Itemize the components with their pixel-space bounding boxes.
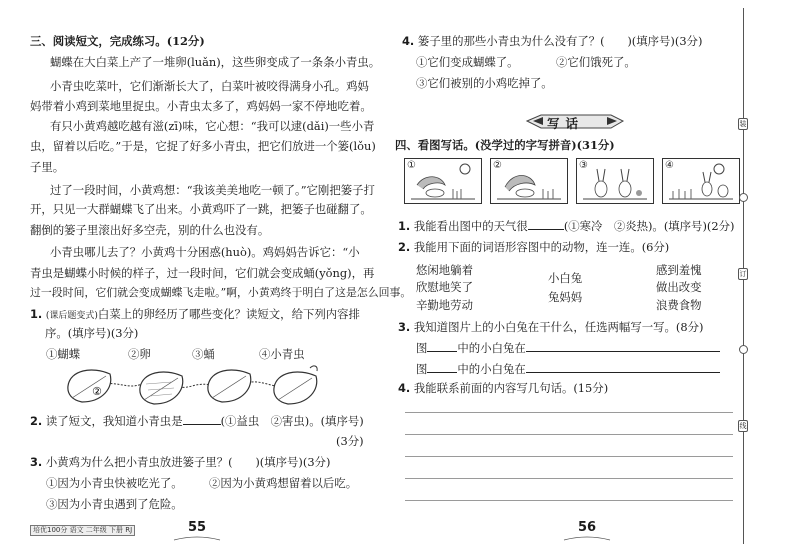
paragraph-line: 虫，留着以后吃。”于是，它捉了好多小青虫，把它们放进一个篓(lǒu) bbox=[30, 139, 376, 153]
binding-tab: 装 bbox=[739, 120, 747, 128]
q4-option-2: ②它们饿死了。 bbox=[556, 55, 636, 69]
book-badge: 培优100分 语文 二年级 下册 RJ bbox=[30, 525, 135, 536]
question-2-score: (3分) bbox=[336, 434, 364, 448]
write-question-4: 4. 我能联系前面的内容写几句话。(15分) bbox=[398, 381, 609, 395]
question-4-text: 篓子里的那些小青虫为什么没有了？( )(填序号)(3分) bbox=[417, 34, 703, 48]
question-2: 2. 读了短文，我知道小青虫是 (①益虫 ②害虫)。(填序号) bbox=[30, 414, 364, 428]
picture-number-blank[interactable] bbox=[427, 341, 457, 352]
picture-panel-4 bbox=[662, 158, 740, 204]
q3-option-2: ②因为小黄鸡想留着以后吃。 bbox=[209, 476, 358, 490]
writing-line[interactable] bbox=[405, 478, 733, 479]
picture-number: ① bbox=[407, 160, 416, 171]
question-1-tag: (课后题变式) bbox=[45, 311, 98, 321]
leaf-4 bbox=[274, 366, 317, 404]
paragraph-line: 小青虫吃菜叶，它们渐渐长大了，白菜叶被咬得满身小孔。鸡妈 bbox=[50, 79, 369, 93]
match-word-right[interactable]: 感到羞愧 bbox=[656, 263, 702, 277]
match-animal[interactable]: 兔妈妈 bbox=[548, 290, 583, 304]
paragraph-line: 过了一段时间，小黄鸡想：“我该美美地吃一顿了。”它刚把篓子打 bbox=[50, 183, 375, 197]
binding-tab: 订 bbox=[739, 270, 747, 278]
binding-hole bbox=[739, 345, 748, 354]
picture-number: ③ bbox=[579, 160, 588, 171]
scene-rabbits-talking bbox=[577, 159, 653, 203]
write-line-2 bbox=[416, 362, 720, 376]
q3-option-3: ③因为小青虫遇到了危险。 bbox=[46, 497, 183, 511]
rabbit-label: 中的小白兔在 bbox=[457, 341, 526, 355]
writing-line[interactable] bbox=[405, 434, 733, 435]
picture-label: 图 bbox=[416, 362, 428, 376]
binding-tab: 线 bbox=[739, 422, 747, 430]
write-question-2-text: 我能用下面的词语形容图中的动物，连一连。(6分) bbox=[413, 240, 670, 254]
match-word-left[interactable]: 悠闲地躺着 bbox=[416, 263, 473, 277]
picture-number: ② bbox=[493, 160, 502, 171]
paragraph-line: 有只小黄鸡越吃越有滋(zī)味，它心想：“我可以逮(dǎi)一些小青 bbox=[50, 119, 375, 133]
picture-label: 图 bbox=[416, 341, 428, 355]
question-2-text: 读了短文，我知道小青虫是 bbox=[45, 414, 183, 428]
rabbit-label: 中的小白兔在 bbox=[457, 362, 526, 376]
write-question-2: 2. 我能用下面的词语形容图中的动物，连一连。(6分) bbox=[398, 240, 670, 254]
write-question-1-tail: (①寒冷 ②炎热)。(填序号)(2分) bbox=[563, 219, 735, 233]
match-word-right[interactable]: 浪费食物 bbox=[656, 298, 702, 312]
match-animal[interactable]: 小白兔 bbox=[548, 271, 583, 285]
question-1: 1. (课后题变式)白菜上的卵经历了哪些变化？读短文，给下列内容排 bbox=[30, 307, 360, 321]
leaf-2 bbox=[140, 372, 183, 404]
leaf-label: ② bbox=[92, 385, 102, 398]
picture-panel-3 bbox=[576, 158, 654, 204]
q3-option-1: ①因为小青虫快被吃光了。 bbox=[46, 476, 183, 490]
writing-line[interactable] bbox=[405, 500, 733, 501]
match-word-left[interactable]: 辛勤地劳动 bbox=[416, 298, 473, 312]
page-number-left: 55 bbox=[188, 520, 207, 535]
paragraph-line: 妈带着小鸡到菜地里捉虫。小青虫太多了，鸡妈妈一家不停地吃着。 bbox=[30, 99, 372, 113]
section-three-title: 三、阅读短文，完成练习。(12分) bbox=[30, 34, 205, 48]
leaf-1 bbox=[68, 370, 111, 402]
page-number-right: 56 bbox=[578, 520, 597, 535]
paragraph-line: 开，只见一大群蝴蝶飞了出来。小黄鸡吓了一跳，把篓子也碰翻了。 bbox=[30, 202, 372, 216]
write-line-1 bbox=[416, 341, 720, 355]
q4-option-3: ③它们被别的小鸡吃掉了。 bbox=[416, 76, 553, 90]
write-question-3: 3. 我知道图片上的小白兔在干什么，任选两幅写一写。(8分) bbox=[398, 320, 704, 334]
q1-option-pupa: ③蛹 bbox=[192, 347, 215, 361]
answer-blank[interactable] bbox=[183, 414, 221, 425]
match-word-left[interactable]: 欣慰地笑了 bbox=[416, 280, 473, 294]
picture-number: ④ bbox=[665, 160, 674, 171]
write-question-1-text: 我能看出图中的天气很 bbox=[413, 219, 528, 233]
page-number-ornament bbox=[562, 536, 612, 544]
leaf-sequence-illustration bbox=[62, 362, 332, 408]
write-question-1: 1. 我能看出图中的天气很 (①寒冷 ②炎热)。(填序号)(2分) bbox=[398, 219, 735, 233]
question-3: 3. 小黄鸡为什么把小青虫放进篓子里？( )(填序号)(3分) bbox=[30, 455, 331, 469]
scene-rabbits-farming bbox=[663, 159, 739, 203]
paragraph-line: 青虫是蝴蝶小时候的样子，过一段时间，它们就会变成蛹(yǒng)，再 bbox=[30, 266, 375, 280]
question-2-tail: (①益虫 ②害虫)。(填序号) bbox=[220, 414, 364, 428]
picture-panel-2 bbox=[490, 158, 568, 204]
paragraph-line: 小青虫哪儿去了？小黄鸡十分困惑(huò)。鸡妈妈告诉它：“小 bbox=[50, 245, 360, 259]
scene-rabbit-resting bbox=[405, 159, 481, 203]
q1-option-caterpillar: ④小青虫 bbox=[259, 347, 305, 361]
question-3-text: 小黄鸡为什么把小青虫放进篓子里？( )(填序号)(3分) bbox=[45, 455, 331, 469]
q1-option-egg: ②卵 bbox=[128, 347, 151, 361]
write-question-3-text: 我知道图片上的小白兔在干什么，任选两幅写一写。(8分) bbox=[413, 320, 704, 334]
picture-number-blank[interactable] bbox=[427, 362, 457, 373]
paragraph-line: 过一段时间，它们就会变成蝴蝶飞走啦。”啊，小黄鸡终于明白了这是怎么回事。 bbox=[30, 286, 412, 299]
paragraph-line: 翻倒的篓子里滚出好多空壳，别的什么也没有。 bbox=[30, 223, 270, 237]
leaf-3 bbox=[208, 370, 251, 402]
picture-panel-1 bbox=[404, 158, 482, 204]
writing-line[interactable] bbox=[405, 412, 733, 413]
question-1-text: 白菜上的卵经历了哪些变化？读短文，给下列内容排 bbox=[97, 307, 360, 321]
binding-hole bbox=[739, 193, 748, 202]
question-4: 4. 篓子里的那些小青虫为什么没有了？( )(填序号)(3分) bbox=[402, 34, 703, 48]
question-1-text-line2: 序。(填序号)(3分) bbox=[45, 326, 139, 340]
match-word-right[interactable]: 做出改变 bbox=[656, 280, 702, 294]
sentence-blank[interactable] bbox=[526, 341, 720, 352]
paragraph-line: 子里。 bbox=[30, 160, 65, 174]
sentence-blank[interactable] bbox=[526, 362, 720, 373]
page-number-ornament bbox=[172, 536, 222, 544]
writing-line[interactable] bbox=[405, 456, 733, 457]
q4-option-1: ①它们变成蝴蝶了。 bbox=[416, 55, 519, 69]
section-four-title: 四、看图写话。(没学过的字写拼音)(31分) bbox=[395, 138, 615, 152]
scene-rabbit-under-tree bbox=[491, 159, 567, 203]
write-question-4-text: 我能联系前面的内容写几句话。(15分) bbox=[413, 381, 609, 395]
paragraph-line: 蝴蝶在大白菜上产了一堆卵(luǎn)，这些卵变成了一条条小青虫。 bbox=[50, 55, 381, 69]
answer-blank[interactable] bbox=[528, 219, 564, 230]
writing-banner-label: 写话 bbox=[547, 116, 585, 131]
q1-option-butterfly: ①蝴蝶 bbox=[46, 347, 81, 361]
